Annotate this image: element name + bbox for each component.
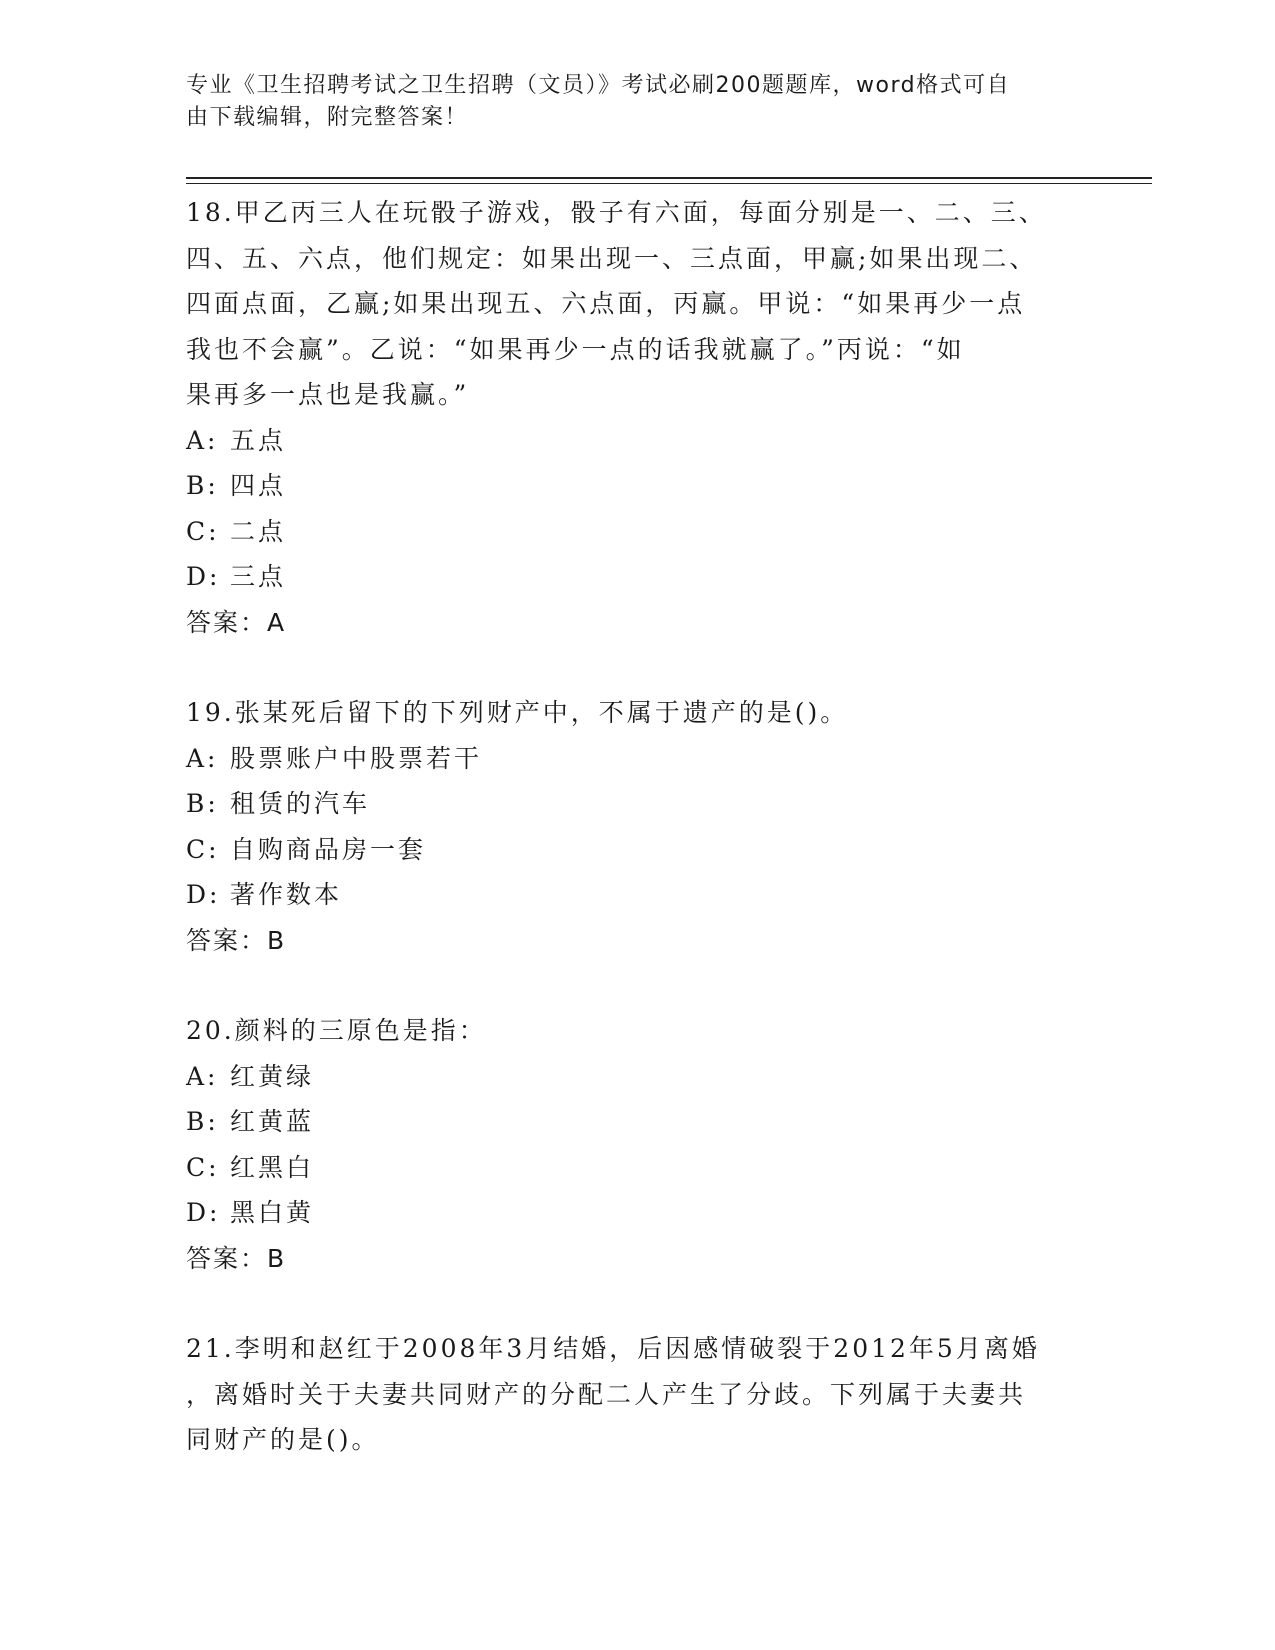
stem-line: 四面点面，乙赢;如果出现五、六点面，丙赢。甲说：“如果再少一点 — [186, 289, 1026, 318]
option-list — [186, 1054, 1086, 1236]
option-letter: B: — [186, 789, 219, 818]
stem-line: 我也不会赢”。乙说：“如果再少一点的话我就赢了。”丙说：“如 — [186, 334, 965, 364]
option-c — [186, 509, 1086, 555]
question-spacer — [186, 645, 1086, 690]
option-letter: A: — [186, 743, 219, 773]
question-20 — [186, 1008, 1086, 1281]
question-stem — [186, 1326, 1086, 1463]
option-list — [186, 418, 1086, 600]
option-text: 五点 — [230, 425, 287, 455]
option-text: 租赁的汽车 — [230, 789, 371, 818]
option-text: 自购商品房一套 — [230, 834, 427, 864]
answer-line: 答案：A — [186, 607, 287, 637]
option-a — [186, 418, 1086, 464]
option-text: 四点 — [230, 471, 287, 500]
option-text: 股票账户中股票若干 — [230, 743, 483, 773]
header-divider-thin — [186, 183, 1152, 184]
header-line-2: 由下载编辑，附完整答案！ — [186, 105, 469, 130]
question-spacer — [186, 963, 1086, 1008]
option-text: 二点 — [230, 516, 287, 546]
option-b — [186, 781, 1086, 827]
stem-line: 18.甲乙丙三人在玩骰子游戏，骰子有六面，每面分别是一、二、三、 — [186, 198, 1047, 227]
option-a — [186, 1054, 1086, 1100]
option-list — [186, 736, 1086, 918]
question-18 — [186, 190, 1086, 645]
option-d — [186, 1190, 1086, 1236]
option-d — [186, 554, 1086, 600]
option-a — [186, 736, 1086, 782]
option-letter: C: — [186, 834, 220, 864]
option-c — [186, 827, 1086, 873]
question-21 — [186, 1326, 1086, 1463]
question-stem — [186, 1008, 1086, 1054]
stem-line: 21.李明和赵红于2008年3月结婚，后因感情破裂于2012年5月离婚 — [186, 1334, 1040, 1363]
option-text: 红黄绿 — [230, 1061, 315, 1091]
stem-line: 果再多一点也是我赢。” — [186, 380, 470, 409]
stem-line: 19.张某死后留下的下列财产中，不属于遗产的是()。 — [186, 698, 849, 727]
option-letter: B: — [186, 1107, 219, 1136]
document-header — [186, 70, 1066, 134]
option-letter: D: — [186, 562, 221, 591]
option-text: 黑白黄 — [230, 1198, 315, 1227]
header-divider-thick — [186, 177, 1152, 179]
option-text: 红黑白 — [230, 1152, 315, 1182]
header-line-1: 专业《卫生招聘考试之卫生招聘（文员）》考试必刷200题题库，word格式可自 — [186, 73, 1011, 98]
answer-line: 答案：B — [186, 1243, 287, 1273]
option-text: 三点 — [230, 562, 287, 591]
question-stem — [186, 190, 1086, 418]
option-letter: A: — [186, 1061, 219, 1091]
option-text: 著作数本 — [230, 880, 343, 909]
option-text: 红黄蓝 — [230, 1107, 315, 1136]
option-letter: C: — [186, 516, 220, 546]
option-letter: A: — [186, 425, 219, 455]
answer-line: 答案：B — [186, 925, 287, 955]
option-letter: B: — [186, 471, 219, 500]
question-19 — [186, 690, 1086, 963]
question-list — [186, 190, 1086, 1463]
stem-line: 20.颜料的三原色是指： — [186, 1016, 487, 1045]
option-b — [186, 463, 1086, 509]
option-d — [186, 872, 1086, 918]
option-c — [186, 1145, 1086, 1191]
question-stem — [186, 690, 1086, 736]
option-letter: C: — [186, 1152, 220, 1182]
option-letter: D: — [186, 880, 221, 909]
option-b — [186, 1099, 1086, 1145]
stem-line: 同财产的是()。 — [186, 1425, 380, 1454]
option-letter: D: — [186, 1198, 221, 1227]
stem-line: 四、五、六点，他们规定：如果出现一、三点面，甲赢;如果出现二、 — [186, 243, 1038, 273]
question-spacer — [186, 1281, 1086, 1326]
stem-line: ，离婚时关于夫妻共同财产的分配二人产生了分歧。下列属于夫妻共 — [186, 1379, 1027, 1409]
